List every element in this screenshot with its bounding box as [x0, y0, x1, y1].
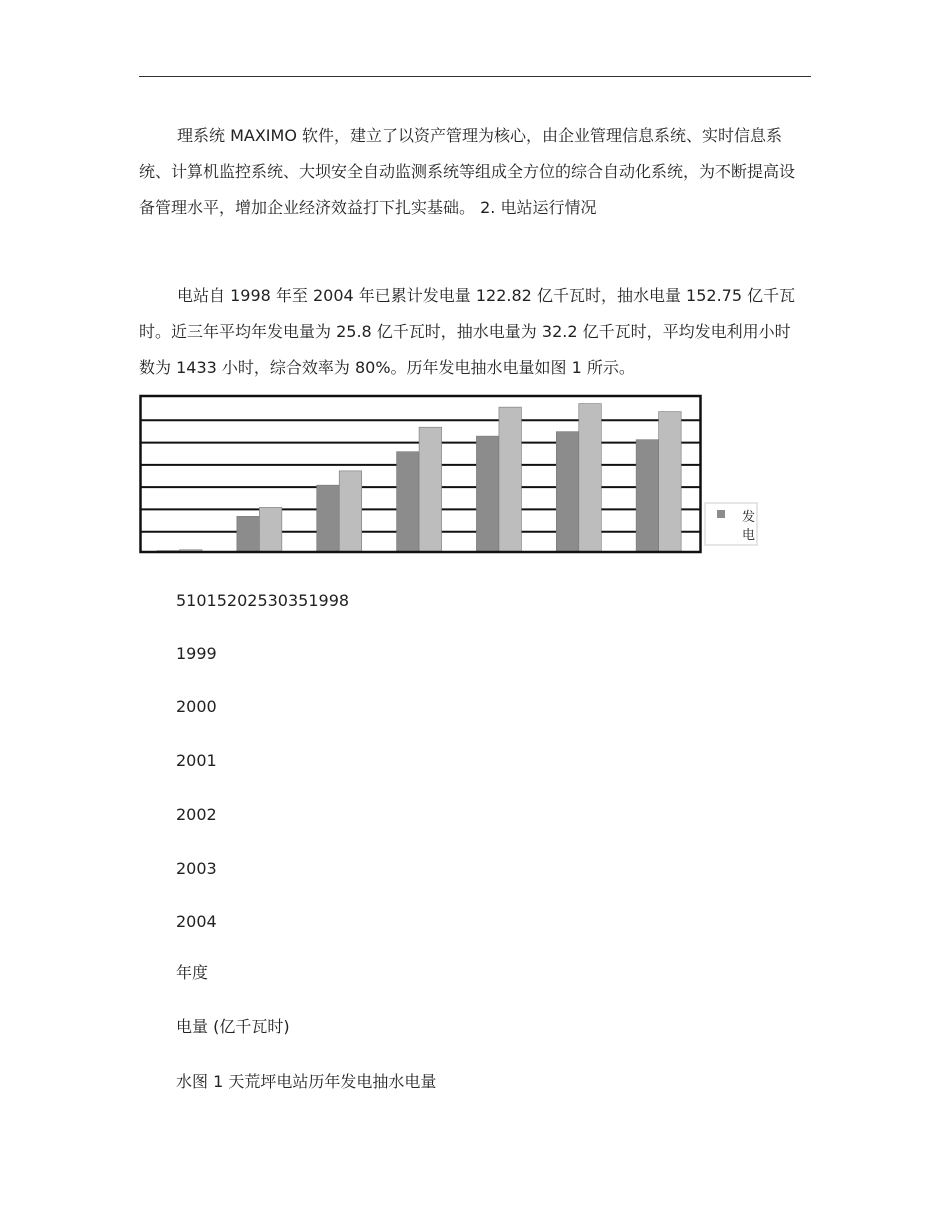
chart-bars: [157, 404, 681, 552]
bar-2002-series-2: [499, 407, 522, 552]
bar-1999-series-1: [237, 516, 260, 552]
bar-2003-series-1: [556, 432, 579, 552]
legend-swatch-generation: [717, 510, 725, 518]
below-chart-line: 51015202530351998: [176, 591, 350, 610]
paragraph-2: 电站自 1998 年至 2004 年已累计发电量 122.82 亿千瓦时，抽水电量 152.75 亿千瓦时。近三年平均年发电量为 25.8 亿千瓦时，抽水电量为 32.2 亿千瓦时，平均发电利用小时数为 1433 小时，综合效率为 80%。历年发电抽水电量如图 1 所示。: [139, 286, 796, 377]
bar-2004-series-2: [659, 412, 682, 552]
below-chart-line: 水图 1 天荒坪电站历年发电抽水电量: [176, 1072, 437, 1091]
below-chart-line: 2004: [176, 912, 217, 931]
below-chart-line: 2001: [176, 751, 217, 770]
bar-2001-series-1: [397, 452, 420, 552]
bar-1999-series-2: [259, 507, 282, 552]
bar-2004-series-1: [636, 440, 659, 552]
below-chart-line: 2002: [176, 805, 217, 824]
below-chart-line: 2000: [176, 697, 217, 716]
chart-legend: [705, 503, 757, 545]
bar-2001-series-2: [419, 427, 442, 552]
bar-2000-series-1: [317, 485, 340, 552]
below-chart-line: 年度: [176, 963, 209, 982]
legend-label: 发电: [742, 510, 756, 543]
paragraph-1: 理系统 MAXIMO 软件，建立了以资产管理为核心，由企业管理信息系统、实时信息系统、计算机监控系统、大坝安全自动监测系统等组成全方位的综合自动化系统，为不断提高设备管理水平，增加企业经济效益打下扎实基础。 2. 电站运行情况: [139, 126, 796, 217]
bar-2002-series-1: [476, 436, 499, 552]
bar-2003-series-2: [579, 404, 602, 552]
power-bar-chart: [139, 393, 761, 555]
below-chart-line: 2003: [176, 859, 217, 878]
below-chart-line: 1999: [176, 644, 217, 663]
header-rule: [139, 76, 811, 77]
bar-2000-series-2: [339, 471, 362, 552]
below-chart-line: 电量 (亿千瓦时): [176, 1017, 290, 1036]
